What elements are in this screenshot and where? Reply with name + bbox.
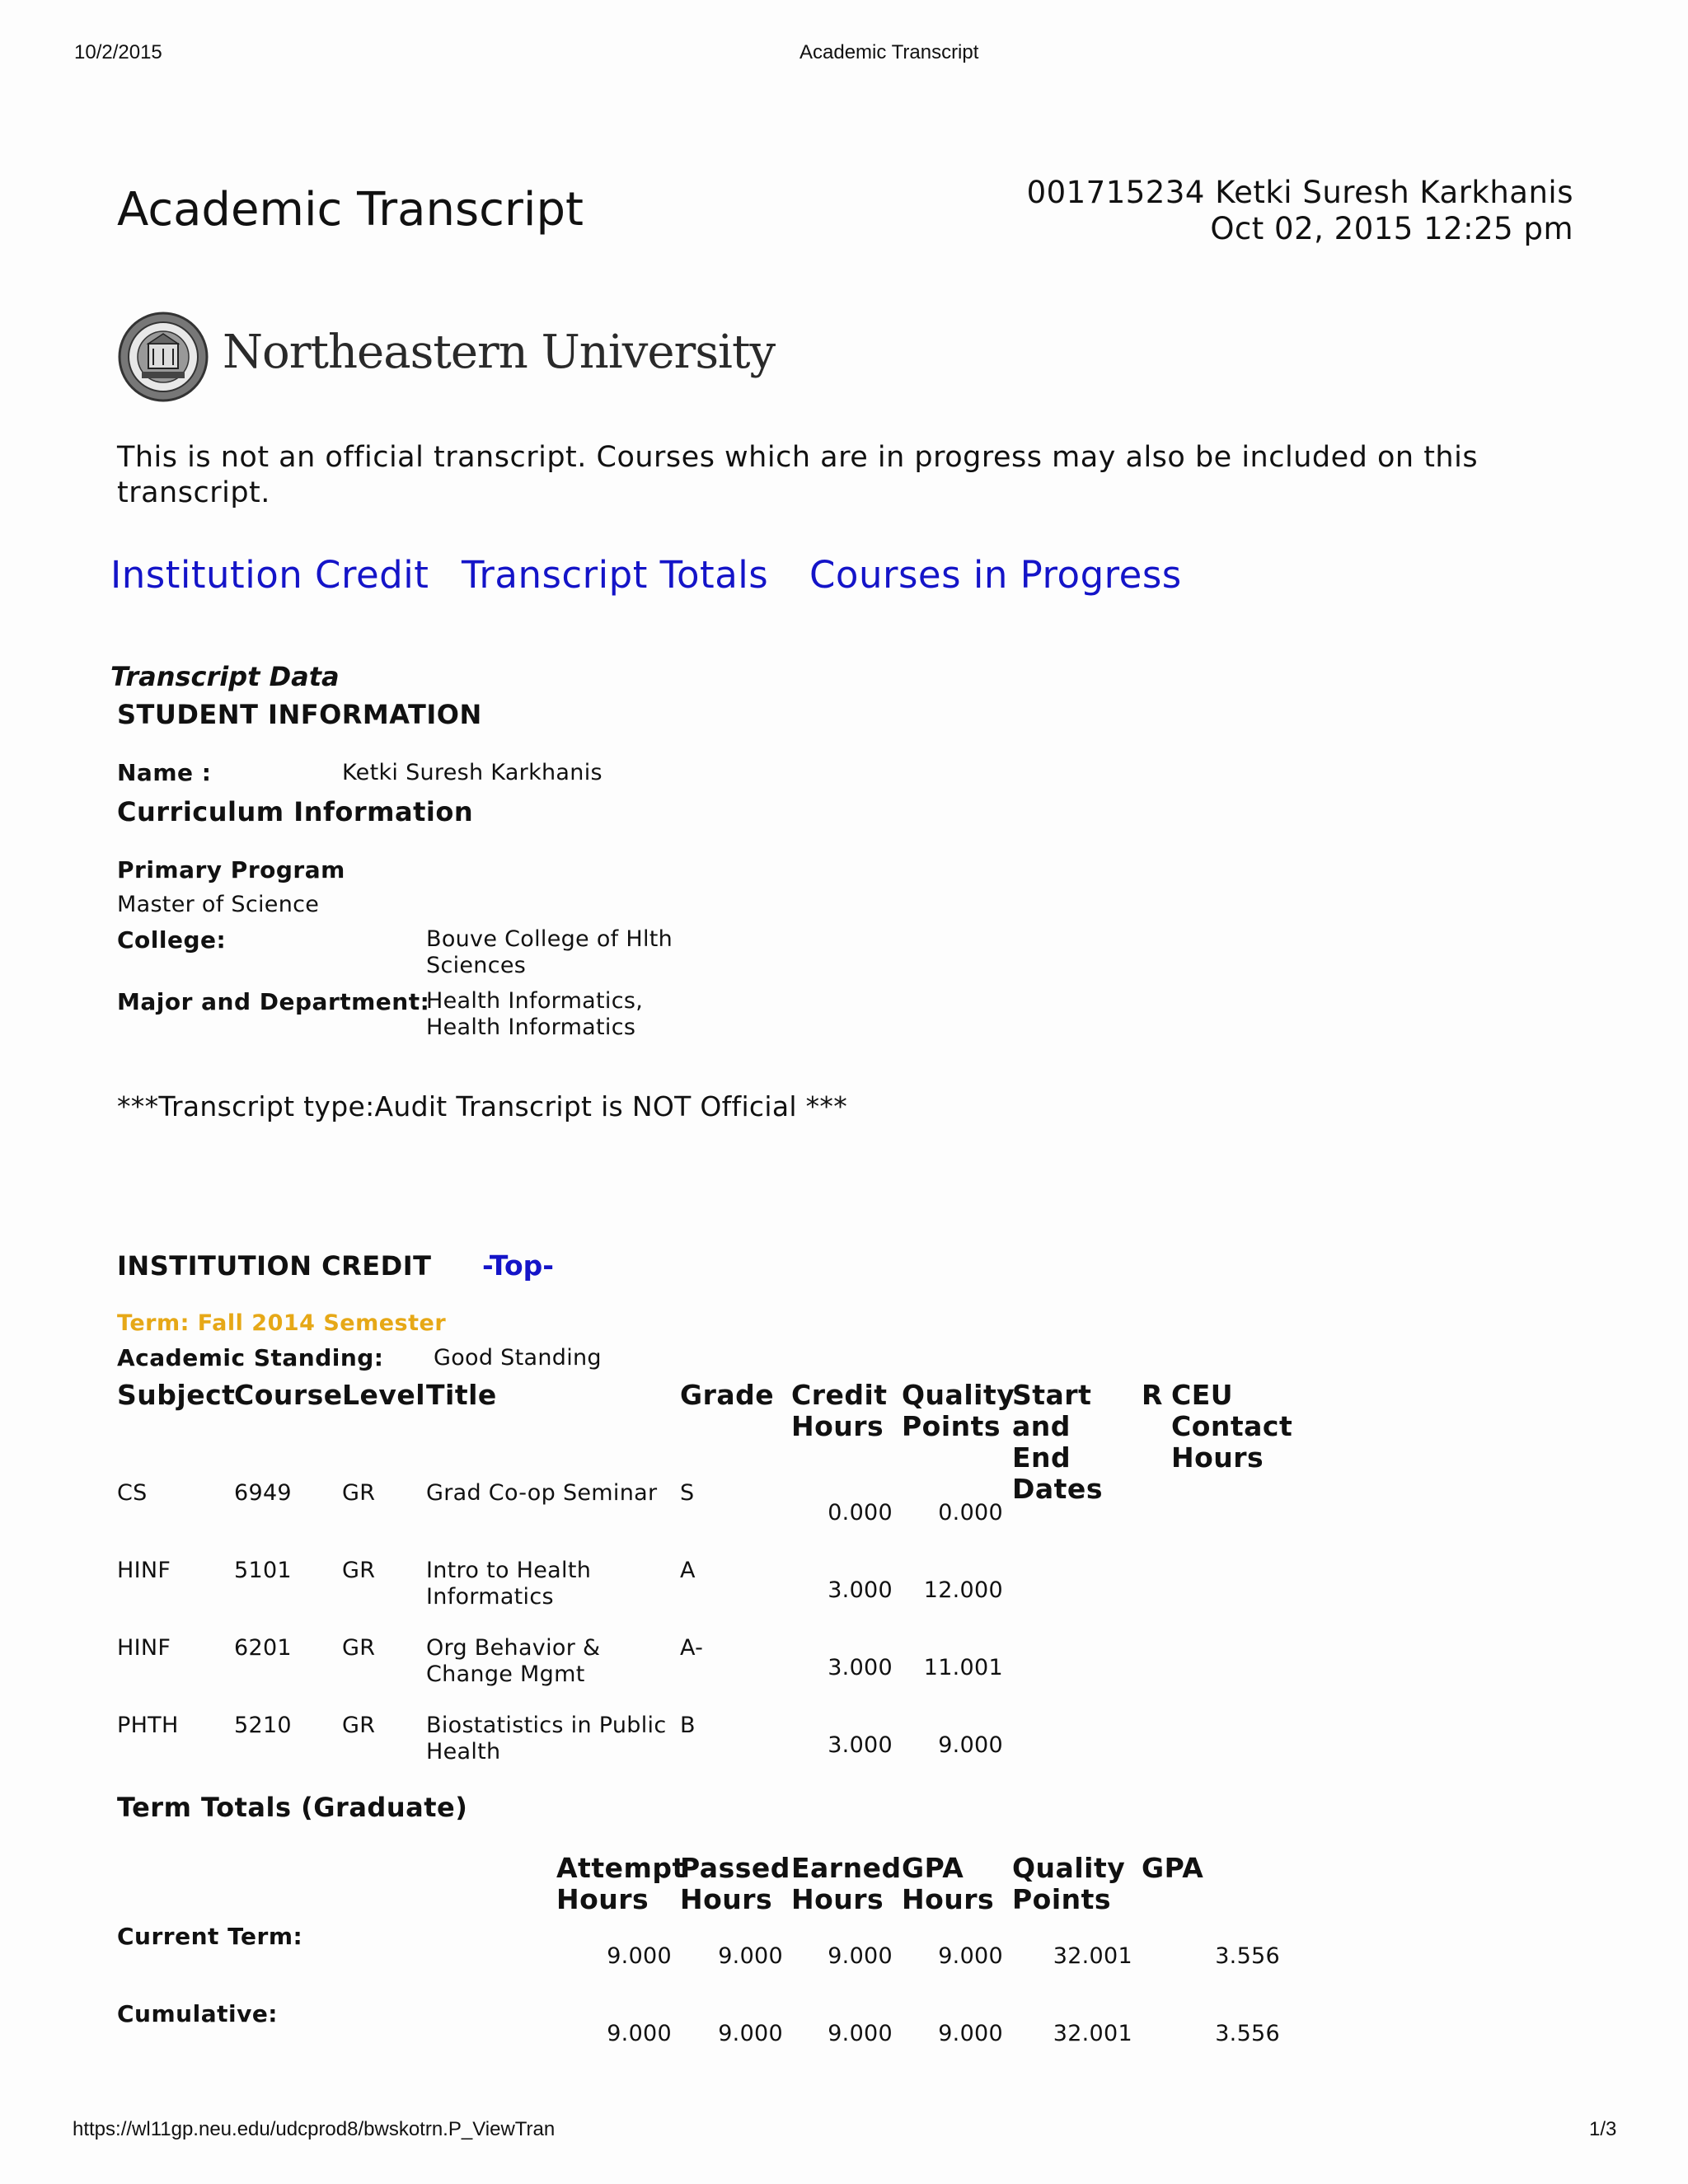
row-grade: A- [680,1635,704,1661]
totals-row-label: Cumulative: [117,2000,279,2027]
row-level: GR [342,1558,376,1583]
row-grade: A [680,1558,696,1583]
row-subject: PHTH [117,1713,179,1738]
totals-quality-points: 32.001 [1053,1943,1132,1969]
row-credit-hours: 3.000 [828,1577,893,1603]
row-course: 5210 [234,1713,292,1738]
row-grade: S [680,1480,695,1506]
program-value: Master of Science [117,892,320,917]
row-subject: HINF [117,1635,171,1661]
row-quality-points: 0.000 [938,1500,1003,1526]
col-credit-hours: Credit Hours [791,1379,888,1442]
academic-standing-value: Good Standing [434,1345,602,1371]
audit-note: ***Transcript type:Audit Transcript is NOT Official *** [117,1090,848,1122]
totals-gpa-hours: 9.000 [938,1943,1003,1969]
name-value: Ketki Suresh Karkhanis [342,760,603,785]
totals-attempt: 9.000 [607,2021,672,2046]
term-label: Term: Fall 2014 Semester [117,1310,447,1336]
row-title: Grad Co-op Seminar [426,1480,658,1506]
row-credit-hours: 0.000 [828,1500,893,1526]
row-title: Biostatistics in Public Health [426,1713,667,1765]
totals-row-label: Current Term: [117,1923,303,1950]
university-seal-icon [117,311,209,403]
row-course: 6201 [234,1635,292,1661]
row-level: GR [342,1635,376,1661]
row-subject: HINF [117,1558,171,1583]
col-subject: Subject [117,1379,236,1411]
col-grade: Grade [680,1379,775,1411]
row-course: 6949 [234,1480,292,1506]
totals-gpa: 3.556 [1215,2021,1280,2046]
row-subject: CS [117,1480,148,1506]
top-link[interactable]: -Top- [482,1249,554,1282]
totals-col-gpa: GPA [1142,1852,1204,1884]
print-page-count: 1/3 [1589,2118,1617,2140]
row-quality-points: 9.000 [938,1732,1003,1758]
row-quality-points: 11.001 [923,1655,1003,1680]
nav-link-transcript-totals[interactable]: Transcript Totals [462,553,769,597]
university-wordmark: Northeastern University [223,326,776,379]
name-label: Name : [117,759,212,786]
totals-gpa-hours: 9.000 [938,2021,1003,2046]
major-value: Health Informatics, Health Informatics [426,988,644,1040]
row-title: Intro to Health Informatics [426,1558,592,1610]
totals-col-quality-points: Quality Points [1012,1852,1126,1915]
print-page-title: Academic Transcript [799,41,979,63]
totals-earned: 9.000 [828,1943,893,1969]
row-grade: B [680,1713,696,1738]
col-title: Title [426,1379,497,1411]
transcript-data-caption: Transcript Data [110,661,340,692]
page-title: Academic Transcript [117,183,584,237]
totals-col-passed-hours: Passed Hours [680,1852,790,1915]
col-r: R [1142,1379,1163,1411]
nav-link-courses-in-progress[interactable]: Courses in Progress [809,553,1182,597]
row-level: GR [342,1713,376,1738]
col-course: Course [234,1379,343,1411]
print-url: https://wl11gp.neu.edu/udcprod8/bwskotrn.P_ViewTran [73,2118,556,2140]
nav-link-institution-credit[interactable]: Institution Credit [110,553,429,597]
row-level: GR [342,1480,376,1506]
totals-attempt: 9.000 [607,1943,672,1969]
academic-standing-label: Academic Standing: [117,1344,384,1371]
row-quality-points: 12.000 [923,1577,1003,1603]
institution-credit-heading: INSTITUTION CREDIT [117,1250,432,1282]
col-level: Level [342,1379,426,1411]
totals-passed: 9.000 [718,1943,783,1969]
totals-quality-points: 32.001 [1053,2021,1132,2046]
totals-gpa: 3.556 [1215,1943,1280,1969]
student-id-block [1027,175,1573,247]
row-credit-hours: 3.000 [828,1655,893,1680]
print-date: 10/2/2015 [74,41,162,63]
curriculum-heading: Curriculum Information [117,796,474,827]
row-course: 5101 [234,1558,292,1583]
primary-program-label: Primary Program [117,856,345,883]
totals-earned: 9.000 [828,2021,893,2046]
term-totals-heading: Term Totals (Graduate) [117,1792,468,1823]
col-start-end-dates: Start and End Dates [1012,1379,1103,1505]
unofficial-notice: This is not an official transcript. Courses which are in progress may also be included on this transcript. [117,441,1479,509]
college-value: Bouve College of Hlth Sciences [426,926,673,978]
major-label: Major and Department: [117,988,430,1015]
totals-col-attempt-hours: Attempt Hours [556,1852,686,1915]
student-id-name: 001715234 Ketki Suresh Karkhanis [1026,175,1573,210]
row-title: Org Behavior & Change Mgmt [426,1635,601,1687]
college-label: College: [117,926,227,954]
totals-col-gpa-hours: GPA Hours [902,1852,995,1915]
student-info-heading: STUDENT INFORMATION [117,699,482,730]
col-ceu-contact-hours: CEU Contact Hours [1171,1379,1293,1474]
col-quality-points: Quality Points [902,1379,1015,1442]
university-logo [117,311,776,403]
transcript-timestamp: Oct 02, 2015 12:25 pm [1210,211,1573,246]
totals-passed: 9.000 [718,2021,783,2046]
row-credit-hours: 3.000 [828,1732,893,1758]
totals-col-earned-hours: Earned Hours [791,1852,902,1915]
